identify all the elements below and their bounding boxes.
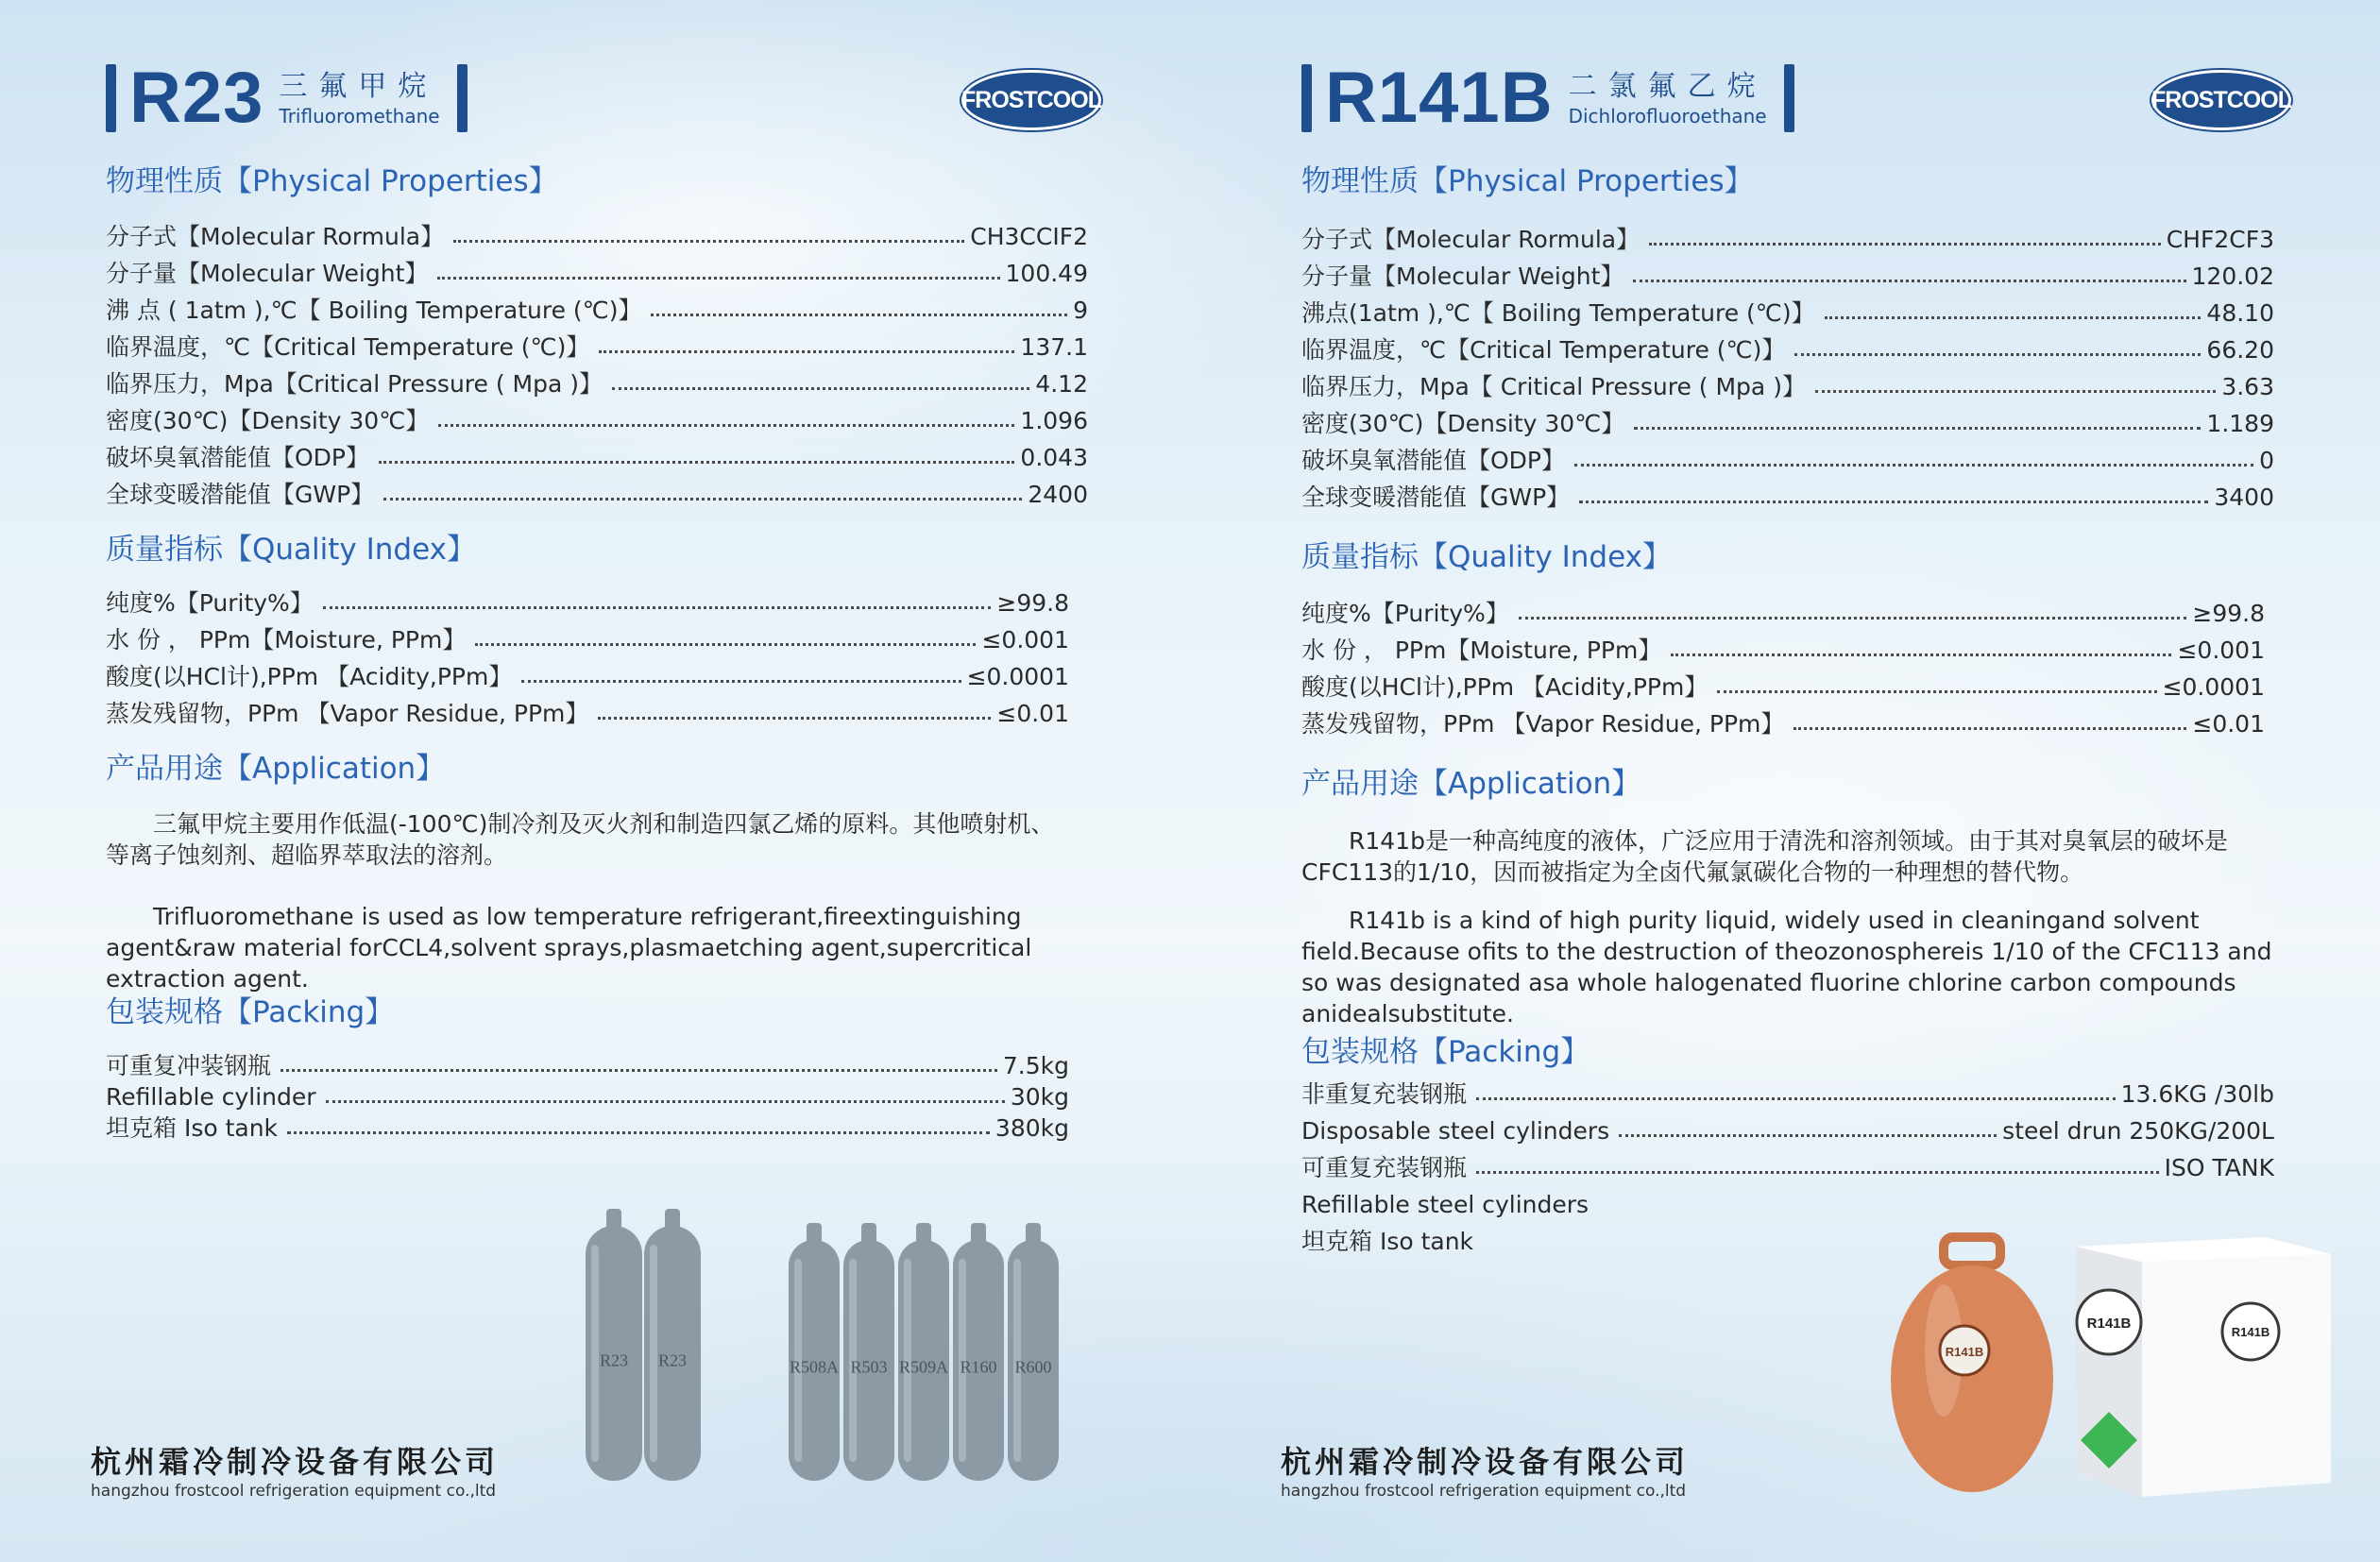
company-block	[91, 1443, 499, 1502]
product-name-cn: 三氟甲烷	[279, 70, 438, 103]
physical-row	[106, 440, 1088, 476]
frostcool-logo: FROSTCOOL	[961, 70, 1101, 130]
physical-label: 临界压力，Mpa【Critical Pressure ( Mpa )】	[106, 370, 604, 398]
quality-value: ≤0.01	[996, 700, 1069, 727]
packing-extra-row	[1301, 1224, 1473, 1260]
physical-row	[1301, 443, 2274, 479]
product-names	[1569, 69, 1767, 127]
product-name-en: Trifluoromethane	[279, 105, 440, 127]
physical-value: 3400	[2214, 484, 2274, 511]
physical-value: 137.1	[1020, 333, 1088, 361]
physical-row	[1301, 369, 2274, 405]
physical-value: 100.49	[1005, 260, 1088, 287]
packing-value: 380kg	[994, 1114, 1069, 1142]
physical-label: 沸点(1atm ),℃【 Boiling Temperature (℃)】	[1301, 299, 1815, 327]
packing-label: 可重复冲装钢瓶	[106, 1052, 272, 1079]
physical-label: 分子式【Molecular Rormula】	[1301, 226, 1640, 253]
physical-row	[106, 330, 1088, 365]
dot-leader	[1574, 462, 2253, 467]
physical-value: 4.12	[1035, 370, 1088, 398]
physical-label: 临界温度，℃【Critical Temperature (℃)】	[106, 333, 590, 361]
quality-value: ≥99.8	[2192, 600, 2265, 627]
quality-value: ≤0.0001	[2162, 673, 2265, 701]
company-block	[1281, 1443, 1689, 1502]
physical-value: CHF2CF3	[2166, 226, 2274, 253]
dot-leader	[326, 1098, 1005, 1103]
dot-leader	[1634, 425, 2201, 430]
physical-value: 2400	[1028, 481, 1088, 508]
cylinder-label: R509A	[898, 1357, 949, 1377]
packing-label: Disposable steel cylinders	[1301, 1117, 1610, 1145]
quality-row	[1301, 596, 2265, 632]
quality-value: ≤0.001	[2177, 637, 2265, 664]
packing-value: 13.6KG /30lb	[2120, 1080, 2274, 1108]
box-label: R141B	[2086, 1316, 2132, 1332]
quality-row	[106, 622, 1069, 658]
cylinder	[953, 1223, 1004, 1481]
dot-leader	[521, 678, 960, 683]
title-bar-left	[106, 64, 116, 132]
quality-label: 蒸发残留物，PPm 【Vapor Residue, PPm】	[106, 700, 589, 727]
packing-row	[1301, 1077, 2274, 1112]
cylinder	[586, 1209, 642, 1481]
quality-value: ≥99.8	[996, 589, 1069, 617]
physical-row	[106, 293, 1088, 329]
quality-label: 酸度(以HCl计),PPm 【Acidity,PPm】	[1301, 673, 1708, 701]
physical-row	[1301, 222, 2274, 258]
title-bar-right	[457, 64, 468, 132]
quality-label: 酸度(以HCl计),PPm 【Acidity,PPm】	[106, 663, 513, 690]
dot-leader	[323, 604, 992, 609]
dot-leader	[379, 459, 1014, 464]
cylinder-label: R23	[657, 1350, 688, 1370]
title-bar-left	[1301, 64, 1312, 132]
physical-row	[1301, 296, 2274, 331]
dot-leader	[1671, 652, 2171, 656]
dot-leader	[1717, 688, 2156, 693]
physical-row	[106, 366, 1088, 402]
cylinder	[843, 1223, 894, 1481]
physical-label: 分子量【Molecular Weight】	[1301, 263, 1624, 290]
cylinder	[1008, 1223, 1059, 1481]
physical-label: 沸 点 ( 1atm ),℃【 Boiling Temperature (℃)】	[106, 297, 642, 324]
packing-extra-row	[1301, 1187, 1589, 1223]
cylinder-label: R508A	[789, 1357, 840, 1377]
packing-label: 坦克箱 Iso tank	[106, 1114, 279, 1142]
physical-label: 破坏臭氧潜能值【ODP】	[1301, 447, 1566, 474]
dot-leader	[1476, 1169, 2159, 1174]
dot-leader	[1794, 351, 2201, 356]
quality-row	[106, 659, 1069, 695]
dot-leader	[438, 422, 1014, 427]
packing-row	[106, 1111, 1069, 1146]
product-header	[106, 58, 468, 138]
quality-value: ≤0.001	[981, 626, 1069, 654]
dot-leader	[599, 348, 1014, 353]
quality-label: 蒸发残留物，PPm 【Vapor Residue, PPm】	[1301, 710, 1785, 738]
quality-index-title: 质量指标【Quality Index】	[1301, 540, 1672, 574]
physical-value: 9	[1073, 297, 1088, 324]
packing-value: ISO TANK	[2164, 1154, 2274, 1181]
dot-leader	[1633, 278, 2185, 282]
physical-label: 临界温度，℃【Critical Temperature (℃)】	[1301, 336, 1786, 364]
frostcool-logo: FROSTCOOL	[2151, 70, 2291, 130]
physical-row	[1301, 332, 2274, 368]
dot-leader	[612, 385, 1029, 390]
product-code: R23	[129, 58, 264, 138]
packing-label: Refillable cylinder	[106, 1083, 316, 1111]
right-page	[1190, 0, 2380, 1562]
physical-value: 1.189	[2206, 410, 2274, 437]
physical-value: 1.096	[1020, 407, 1088, 434]
product-header	[1301, 58, 1794, 138]
cylinder	[789, 1223, 840, 1481]
quality-value: ≤0.0001	[966, 663, 1069, 690]
physical-label: 破坏臭氧潜能值【ODP】	[106, 444, 370, 471]
application-text-en: R141b is a kind of high purity liquid, widely used in cleaningand solvent field.Because ofits to the destruction of theozonosphereis 1/10 of the CFC113 and so was designated asa whole halogenated fluorine chlorine carbon compounds anidealsubstitute.	[1301, 907, 2272, 1027]
dot-leader	[1519, 615, 2187, 620]
cylinder-label: R141B	[1945, 1345, 1984, 1359]
physical-row	[106, 477, 1088, 513]
physical-row	[1301, 259, 2274, 295]
dot-leader	[1619, 1132, 1997, 1137]
physical-row	[106, 219, 1088, 255]
packing-label: 非重复充装钢瓶	[1301, 1080, 1468, 1108]
quality-label: 水 份 ， PPm【Moisture, PPm】	[106, 626, 467, 654]
application-title: 产品用途【Application】	[1301, 767, 1641, 801]
physical-properties-title: 物理性质【Physical Properties】	[106, 164, 558, 198]
dot-leader	[453, 238, 964, 243]
quality-label: 纯度%【Purity%】	[1301, 600, 1509, 627]
dot-leader	[1794, 725, 2186, 730]
cylinder-label: R160	[960, 1357, 997, 1377]
cylinder	[644, 1209, 701, 1481]
product-name-cn: 二氯氟乙烷	[1568, 70, 1767, 103]
dot-leader	[598, 715, 991, 720]
packing-row	[1301, 1150, 2274, 1186]
cylinder-label: R503	[850, 1357, 888, 1377]
dot-leader	[1815, 388, 2216, 393]
dot-leader	[1649, 241, 2161, 246]
dot-leader	[287, 1129, 990, 1134]
packing-row	[1301, 1113, 2274, 1149]
quality-label: 纯度%【Purity%】	[106, 589, 314, 617]
dot-leader	[437, 275, 999, 280]
packing-extra-label: Refillable steel cylinders	[1301, 1191, 1590, 1218]
physical-value: 0	[2259, 447, 2274, 474]
quality-index-title: 质量指标【Quality Index】	[106, 533, 476, 567]
r141b-cylinder	[1891, 1237, 2053, 1492]
application-title: 产品用途【Application】	[106, 752, 446, 786]
dot-leader	[1476, 1095, 2116, 1100]
physical-label: 密度(30℃)【Density 30℃】	[1301, 410, 1625, 437]
packing-value: steel drun 250KG/200L	[2002, 1117, 2274, 1145]
product-code: R141B	[1325, 58, 1554, 138]
packing-title: 包装规格【Packing】	[106, 995, 395, 1029]
physical-row	[106, 403, 1088, 439]
cylinder-label: R23	[599, 1350, 629, 1370]
application-text-cn: R141b是一种高纯度的液体，广泛应用于清洗和溶剂领域。由于其对臭氧层的破坏是CFC113的1/10，因而被指定为全卤代氟氯碳化合物的一种理想的替代物。	[1301, 827, 2228, 886]
physical-label: 分子式【Molecular Rormula】	[106, 223, 445, 250]
quality-value: ≤0.01	[2192, 710, 2265, 738]
packing-extra-label: 坦克箱 Iso tank	[1301, 1228, 1474, 1255]
cylinder	[898, 1223, 949, 1481]
packing-value: 7.5kg	[1002, 1052, 1069, 1079]
dot-leader	[383, 496, 1022, 501]
packing-label: 可重复充装钢瓶	[1301, 1154, 1468, 1181]
cylinder-label: R600	[1014, 1357, 1052, 1377]
dot-leader	[1579, 499, 2208, 503]
quality-row	[1301, 633, 2265, 669]
quality-row	[106, 586, 1069, 621]
company-name-en: hangzhou frostcool refrigeration equipment co.,ltd	[1281, 1482, 1687, 1501]
product-names	[279, 69, 439, 127]
application-text-en: Trifluoromethane is used as low temperature refrigerant,fireextinguishing agent&raw material forCCL4,solvent sprays,plasmaetching agent,supercritical extraction agent.	[106, 903, 1032, 993]
quality-row	[106, 696, 1069, 732]
dot-leader	[475, 641, 976, 646]
physical-properties-title: 物理性质【Physical Properties】	[1301, 164, 1754, 198]
physical-label: 分子量【Molecular Weight】	[106, 260, 429, 287]
company-name-cn: 杭州霜冷制冷设备有限公司	[1281, 1444, 1690, 1480]
box-label: R141B	[2231, 1325, 2270, 1339]
physical-row	[1301, 406, 2274, 442]
dot-leader	[651, 312, 1067, 316]
product-illustration	[1887, 1209, 2350, 1502]
physical-value: 3.63	[2221, 373, 2274, 400]
title-bar-right	[1784, 64, 1794, 132]
physical-value: 0.043	[1020, 444, 1088, 471]
packing-title: 包装规格【Packing】	[1301, 1035, 1590, 1069]
physical-value: 66.20	[2206, 336, 2274, 364]
physical-value: 48.10	[2206, 299, 2274, 327]
quality-label: 水 份 ， PPm【Moisture, PPm】	[1301, 637, 1662, 664]
physical-label: 全球变暖潜能值【GWP】	[106, 481, 375, 508]
physical-value: 120.02	[2191, 263, 2274, 290]
application-text-cn: 三氟甲烷主要用作低温(-100℃)制冷剂及灭火剂和制造四氯乙烯的原料。其他喷射机、等离子蚀刻剂、超临界萃取法的溶剂。	[106, 810, 1055, 869]
product-name-en: Dichlorofluoroethane	[1568, 105, 1767, 127]
packing-value: 30kg	[1010, 1083, 1069, 1111]
cylinder-illustration	[576, 1207, 1086, 1490]
physical-row	[106, 256, 1088, 292]
physical-label: 密度(30℃)【Density 30℃】	[106, 407, 430, 434]
physical-value: CH3CCIF2	[970, 223, 1088, 250]
quality-row	[1301, 670, 2265, 705]
quality-row	[1301, 706, 2265, 742]
physical-row	[1301, 480, 2274, 516]
r141b-box	[2076, 1237, 2331, 1497]
company-name-cn: 杭州霜冷制冷设备有限公司	[91, 1444, 500, 1480]
physical-label: 全球变暖潜能值【GWP】	[1301, 484, 1571, 511]
dot-leader	[1825, 314, 2202, 319]
physical-label: 临界压力，Mpa【 Critical Pressure ( Mpa )】	[1301, 373, 1806, 400]
dot-leader	[280, 1067, 997, 1072]
company-name-en: hangzhou frostcool refrigeration equipment co.,ltd	[91, 1482, 497, 1501]
